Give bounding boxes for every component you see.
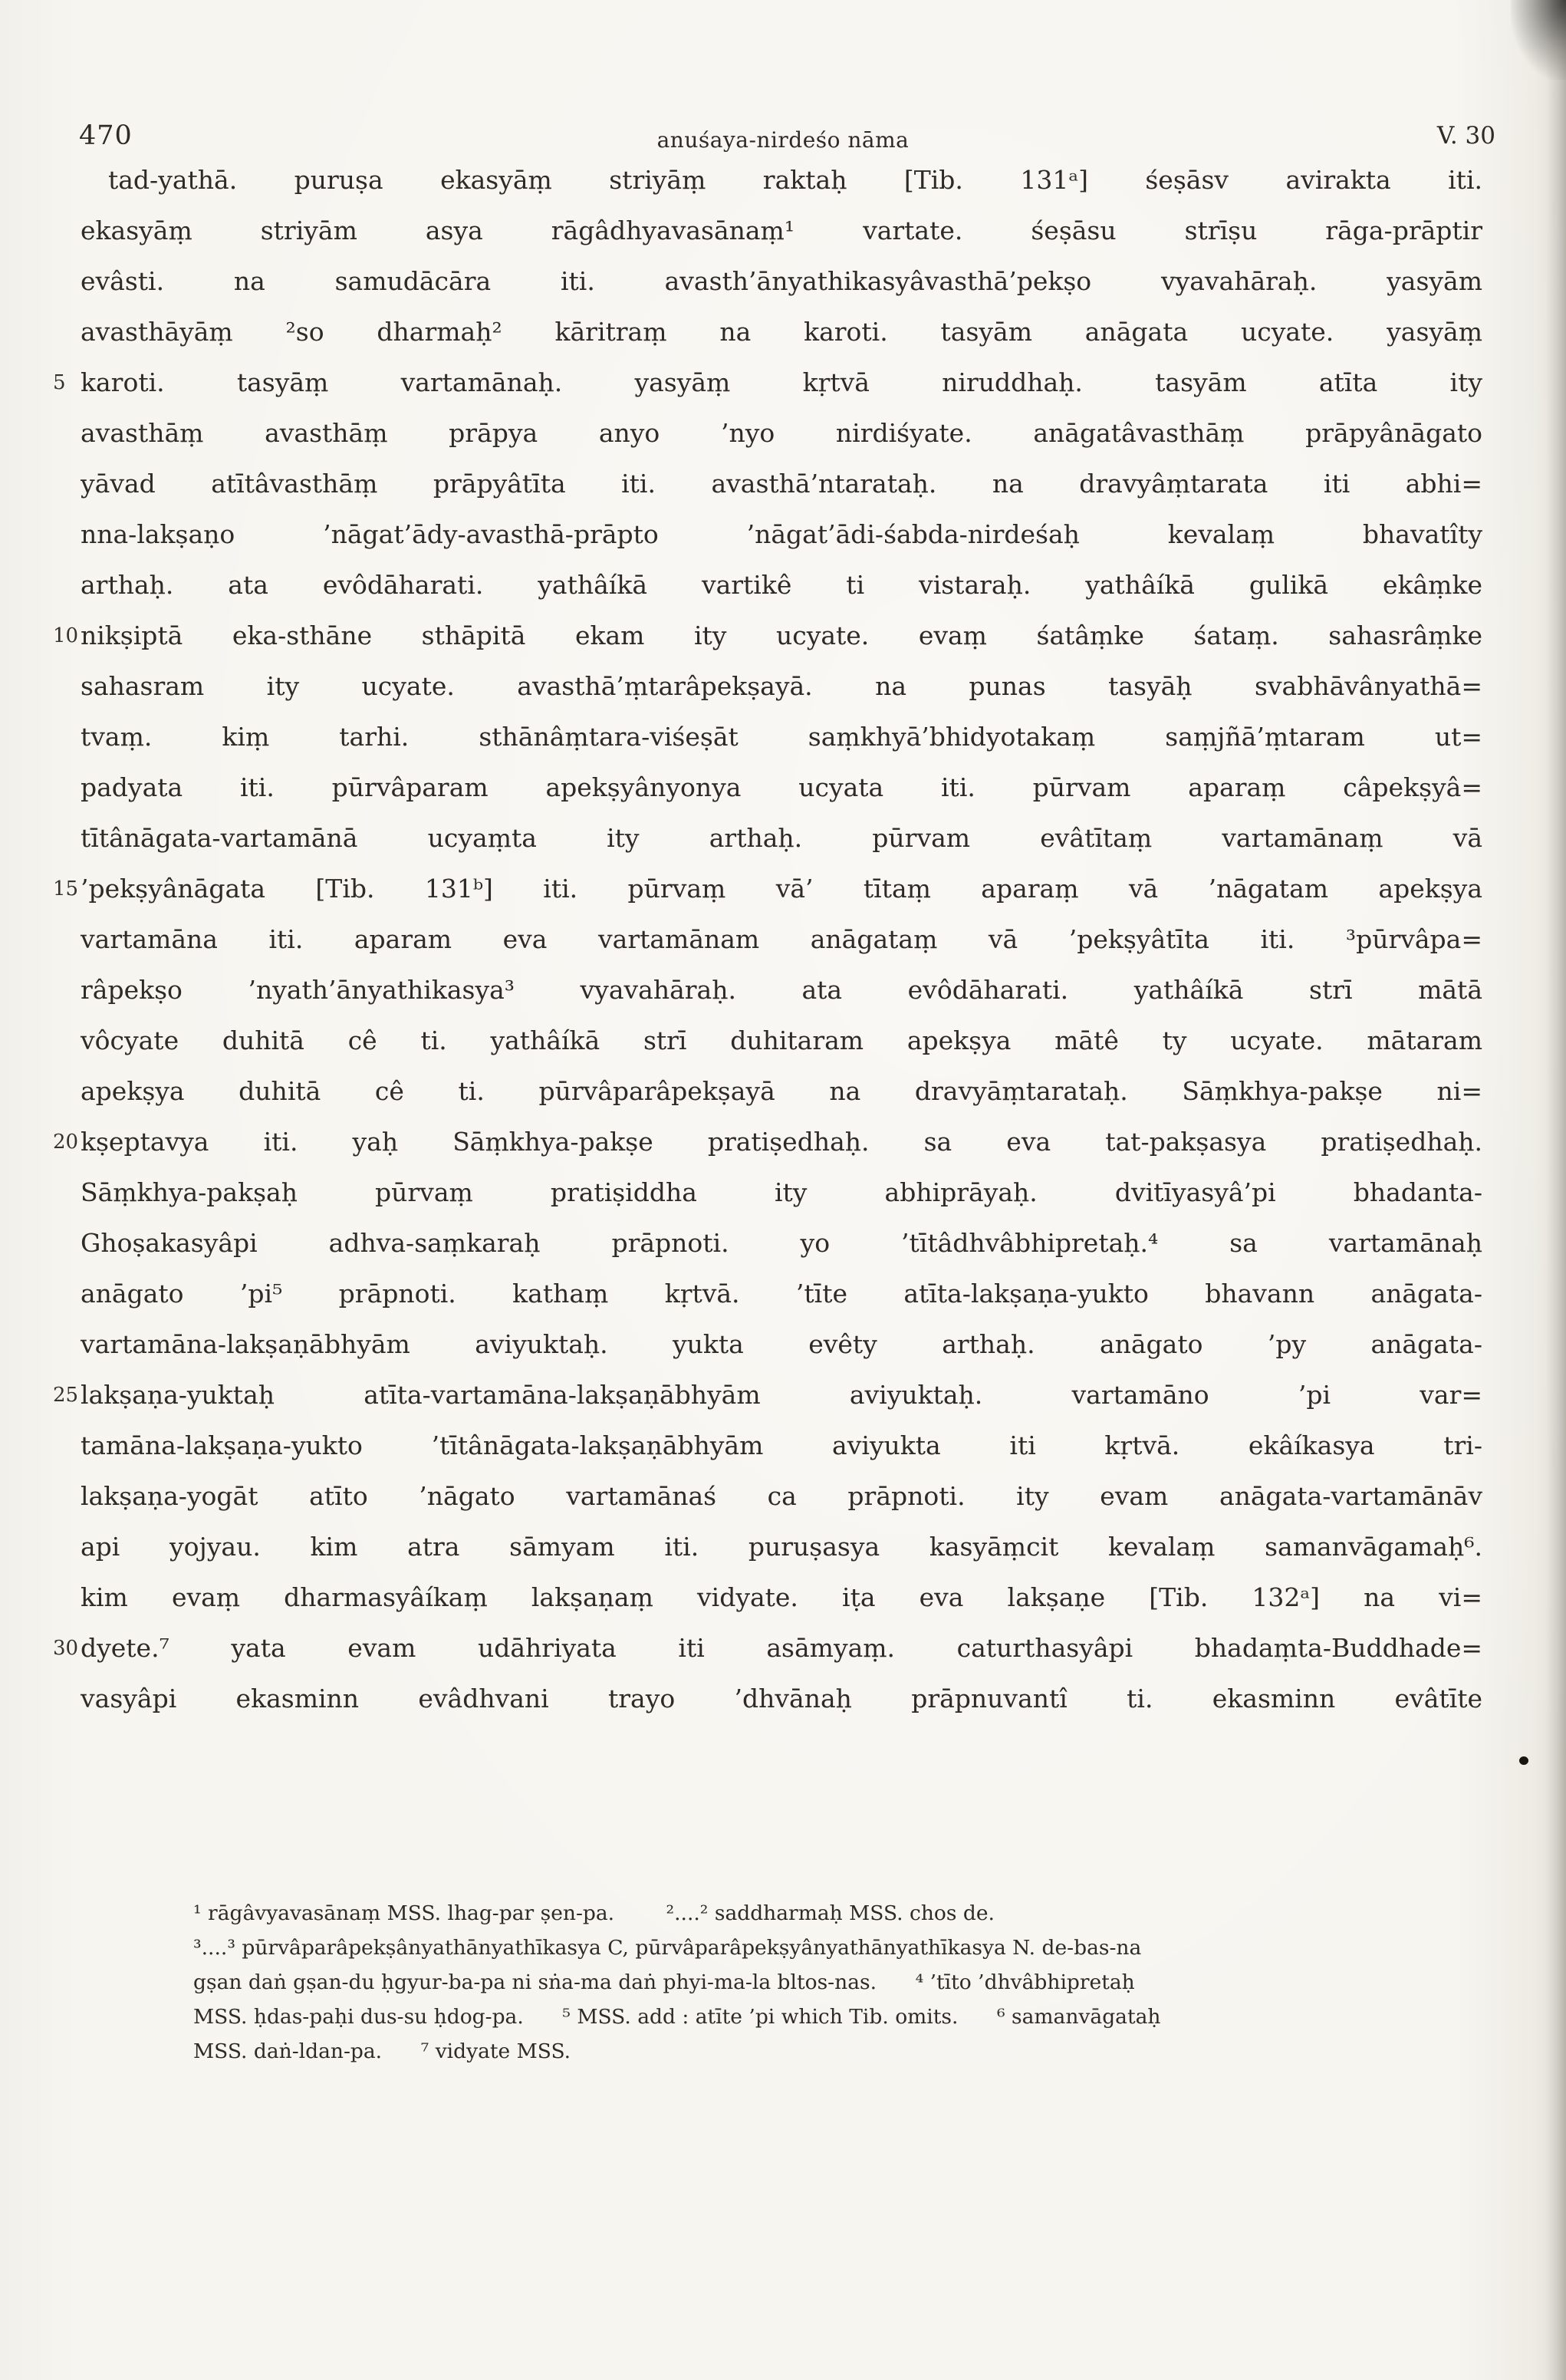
text-line xyxy=(53,864,1482,914)
text-line xyxy=(53,1623,1482,1674)
text-line xyxy=(81,256,1482,307)
text-line xyxy=(81,1319,1482,1370)
text-line xyxy=(81,813,1482,864)
text-line xyxy=(81,1066,1482,1117)
margin-line-number: 10 xyxy=(53,624,79,647)
text-line xyxy=(81,1674,1482,1724)
text-line xyxy=(81,509,1482,560)
text-line xyxy=(81,1167,1482,1218)
line-text: kṣeptavya iti. yaḥ Sāṃkhya-pakṣe pratiṣedhaḥ. sa eva tat-pakṣasya pratiṣedhaḥ. xyxy=(81,1127,1482,1157)
line-text: evâsti. na samudācāra iti. avasth’ānyathikasyâvasthā’pekṣo vyavahāraḥ. yasyām xyxy=(81,266,1482,296)
section-number: V. 30 xyxy=(1436,122,1495,150)
text-line xyxy=(53,611,1482,661)
line-text: karoti. tasyāṃ vartamānaḥ. yasyāṃ kṛtvā niruddhaḥ. tasyām atīta ity xyxy=(81,367,1482,397)
text-line xyxy=(81,206,1482,256)
line-text: kim evaṃ dharmasyâíkaṃ lakṣaṇaṃ vidyate. iṭa eva lakṣaṇe [Tib. 132ᵃ] na vi= xyxy=(81,1582,1482,1612)
text-line xyxy=(81,1218,1482,1269)
text-line xyxy=(53,1117,1482,1167)
running-title: anuśaya-nirdeśo nāma xyxy=(656,127,910,153)
line-text: anāgato ’pi⁵ prāpnoti. kathaṃ kṛtvā. ’tīte atīta-lakṣaṇa-yukto bhavann anāgata- xyxy=(81,1279,1482,1309)
line-text: nna-lakṣaṇo ’nāgat’ādy-avasthā-prāpto ’nāgat’ādi-śabda-nirdeśaḥ kevalaṃ bhavatîty xyxy=(81,519,1482,549)
line-text: ekasyāṃ striyām asya rāgâdhyavasānaṃ¹ vartate. śeṣāsu strīṣu rāga-prāptir xyxy=(81,216,1482,245)
margin-line-number: 5 xyxy=(53,371,66,394)
scan-artifact-corner-smudge xyxy=(1511,0,1566,80)
body-text xyxy=(53,155,1482,1724)
line-text: arthaḥ. ata evôdāharati. yathâíkā vartikê ti vistaraḥ. yathâíkā gulikā ekâṃke xyxy=(81,570,1482,600)
footnotes xyxy=(193,1896,1485,2069)
line-text: vartamāna iti. aparam eva vartamānam anāgataṃ vā ’pekṣyâtīta iti. ³pūrvâpa= xyxy=(81,924,1482,954)
line-text: Ghoṣakasyâpi adhva-saṃkaraḥ prāpnoti. yo ’tītâdhvâbhipretaḥ.⁴ sa vartamānaḥ xyxy=(81,1228,1482,1258)
line-text: avasthāṃ avasthāṃ prāpya anyo ’nyo nirdiśyate. anāgatâvasthāṃ prāpyânāgato xyxy=(81,418,1482,448)
text-line xyxy=(81,1471,1482,1522)
scan-artifact-edge-shadow xyxy=(1546,0,1566,2380)
line-text: lakṣaṇa-yogāt atīto ’nāgato vartamānaś ca prāpnoti. ity evam anāgata-vartamānāv xyxy=(81,1481,1482,1511)
line-text: avasthāyāṃ ²so dharmaḥ² kāritraṃ na karoti. tasyām anāgata ucyate. yasyāṃ xyxy=(81,317,1482,347)
line-text: vartamāna-lakṣaṇābhyām aviyuktaḥ. yukta evêty arthaḥ. anāgato ’py anāgata- xyxy=(81,1329,1482,1359)
line-text: api yojyau. kim atra sāmyam iti. puruṣasya kasyāṃcit kevalaṃ samanvāgamaḥ⁶. xyxy=(81,1532,1482,1562)
text-line xyxy=(81,1522,1482,1572)
text-line xyxy=(81,1572,1482,1623)
margin-line-number: 15 xyxy=(53,877,79,900)
footnote-line: MSS. ḥdas-paḥi dus-su ḥdog-pa. ⁵ MSS. add : atīte ’pi which Tib. omits. ⁶ samanvāgataḥ xyxy=(193,2005,1161,2029)
text-line xyxy=(81,459,1482,509)
text-line xyxy=(81,408,1482,459)
text-line xyxy=(81,661,1482,712)
text-line xyxy=(81,1420,1482,1471)
line-text: tamāna-lakṣaṇa-yukto ’tītânāgata-lakṣaṇābhyām aviyukta iti kṛtvā. ekâíkasya tri- xyxy=(81,1430,1482,1460)
margin-line-number: 30 xyxy=(53,1637,79,1660)
line-text: tvaṃ. kiṃ tarhi. sthānâṃtara-viśeṣāt saṃkhyā’bhidyotakaṃ saṃjñā’ṃtaram ut= xyxy=(81,722,1482,752)
line-text: tad-yathā. puruṣa ekasyāṃ striyāṃ raktaḥ [Tib. 131ᵃ] śeṣāsv avirakta iti. xyxy=(108,165,1482,195)
line-text: Sāṃkhya-pakṣaḥ pūrvaṃ pratiṣiddha ity abhiprāyaḥ. dvitīyasyâ’pi bhadanta- xyxy=(81,1177,1482,1207)
text-line xyxy=(81,560,1482,611)
text-line xyxy=(81,155,1482,206)
line-text: lakṣaṇa-yuktaḥ atīta-vartamāna-lakṣaṇābhyām aviyuktaḥ. vartamāno ’pi var= xyxy=(81,1380,1482,1410)
line-text: vôcyate duhitā cê ti. yathâíkā strī duhitaram apekṣya mātê ty ucyate. mātaram xyxy=(81,1025,1482,1055)
line-text: ’pekṣyânāgata [Tib. 131ᵇ] iti. pūrvaṃ vā’ tītaṃ aparaṃ vā ’nāgatam apekṣya xyxy=(81,874,1482,904)
text-line xyxy=(81,1016,1482,1066)
margin-line-number: 20 xyxy=(53,1131,79,1154)
footnote-line: MSS. daṅ-ldan-pa. ⁷ vidyate MSS. xyxy=(193,2039,571,2063)
text-line xyxy=(81,762,1482,813)
line-text: apekṣya duhitā cê ti. pūrvâparâpekṣayā na dravyāṃtarataḥ. Sāṃkhya-pakṣe ni= xyxy=(81,1076,1482,1106)
line-text: tītânāgata-vartamānā ucyaṃta ity arthaḥ. pūrvam evâtītaṃ vartamānaṃ vā xyxy=(81,823,1482,853)
text-line xyxy=(81,914,1482,965)
line-text: nikṣiptā eka-sthāne sthāpitā ekam ity ucyate. evaṃ śatâṃke śataṃ. sahasrâṃke xyxy=(81,621,1482,650)
text-line xyxy=(53,357,1482,408)
line-text: padyata iti. pūrvâparam apekṣyânyonya ucyata iti. pūrvam aparaṃ câpekṣyâ= xyxy=(81,772,1482,802)
line-text: vasyâpi ekasminn evâdhvani trayo ’dhvānaḥ prāpnuvantî ti. ekasminn evâtīte xyxy=(81,1684,1482,1713)
line-text: râpekṣo ’nyath’ānyathikasya³ vyavahāraḥ. ata evôdāharati. yathâíkā strī mātā xyxy=(81,975,1482,1005)
footnote-line: ¹ rāgâvyavasānaṃ MSS. lhag-par ṣen-pa. ²....² saddharmaḥ MSS. chos de. xyxy=(193,1901,995,1925)
text-line xyxy=(53,1370,1482,1420)
line-text: dyete.⁷ yata evam udāhriyata iti asāmyaṃ. caturthasyâpi bhadaṃta-Buddhade= xyxy=(81,1633,1482,1663)
text-line xyxy=(81,712,1482,762)
scan-artifact-ink-dot xyxy=(1519,1756,1528,1765)
line-text: sahasram ity ucyate. avasthā’ṃtarâpekṣayā. na punas tasyāḥ svabhāvânyathā= xyxy=(81,671,1482,701)
text-line xyxy=(81,965,1482,1016)
footnote-line: gṣan daṅ gṣan-du ḥgyur-ba-pa ni sṅa-ma daṅ phyi-ma-la bltos-nas. ⁴ ’tīto ’dhvâbhipretaḥ xyxy=(193,1970,1135,1994)
text-line xyxy=(81,307,1482,357)
line-text: yāvad atītâvasthāṃ prāpyâtīta iti. avasthā’ntarataḥ. na dravyâṃtarata iti abhi= xyxy=(81,469,1482,499)
text-line xyxy=(81,1269,1482,1319)
page-number: 470 xyxy=(79,120,133,151)
margin-line-number: 25 xyxy=(53,1384,79,1407)
footnote-line: ³....³ pūrvâparâpekṣânyathānyathīkasya C, pūrvâparâpekṣyânyathānyathīkasya N. de-bas-na xyxy=(193,1936,1142,1960)
